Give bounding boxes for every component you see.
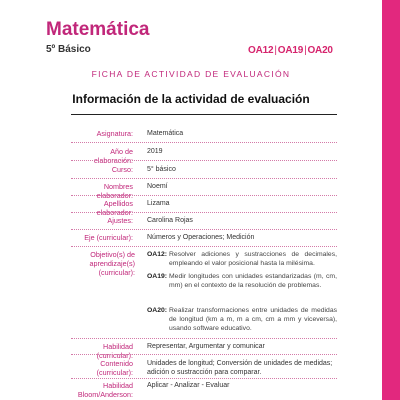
row-label: Apellidos elaborador: [96,199,133,217]
row-label: Eje (curricular): [84,233,133,242]
ficha-heading: FICHA DE ACTIVIDAD DE EVALUACIÓN [91,69,291,79]
oa-codes [248,45,333,56]
row-separator [71,195,337,196]
row-value: 5° básico [147,166,176,173]
row-value: Matemática [147,130,184,137]
row-value: Carolina Rojas [147,217,193,224]
row-separator [71,246,337,247]
row-value: Noemí [147,183,168,190]
row-separator [71,160,337,161]
row-label: Nombres elaborador: [96,182,133,200]
side-accent-bar [382,0,400,400]
title-rule [71,114,337,115]
objective-text: Medir longitudes con unidades estandarizadas (m, cm, mm) en el contexto de la resolución de problemas. [169,273,337,289]
row-label: Año de elaboración: [93,147,133,165]
objective-text: Realizar transformaciones entre unidades de medidas de longitud (km a m, m a cm, cm a mm y viceversa), usando software educativo. [169,307,337,332]
row-label: Asignatura: [96,129,133,138]
row-separator [71,178,337,179]
oa-separator: | [274,45,277,56]
row-separator [71,229,337,230]
objective-text: Resolver adiciones y sustracciones de decimales, empleando el valor posicional hasta la milésima. [169,251,337,267]
grade-label: 5º Básico [46,44,91,55]
row-value: 2019 [147,148,163,155]
row-label: Curso: [111,165,133,174]
row-separator [71,338,337,339]
row-separator [71,354,337,355]
row-value: Números y Operaciones; Medición [147,234,255,241]
objective-item [147,250,337,268]
oa-separator: | [304,45,307,56]
objective-item [147,306,337,333]
oa-code: OA19 [277,45,304,56]
row-label: Habilidad Bloom/Anderson: [77,381,133,399]
row-separator [71,142,337,143]
objective-item [147,272,337,290]
row-value: Representar, Argumentar y comunicar [147,343,265,350]
oa-code: OA20 [307,45,333,56]
objective-code: OA19: [147,273,168,280]
row-value: Lizama [147,200,170,207]
info-title: Información de la actividad de evaluación [72,92,310,106]
row-label: Habilidad (curricular): [96,342,133,360]
objective-code: OA20: [147,307,168,314]
objective-code: OA12: [147,251,168,258]
row-label: Objetivo(s) de aprendizaje(s) (curricular): [89,250,135,277]
row-value: Aplicar - Analizar - Evaluar [147,382,230,389]
row-separator [71,212,337,213]
row-label: Ajustes: [107,216,133,225]
row-separator [71,378,337,379]
row-label: Contenido (curricular): [96,359,133,377]
row-value: Unidades de longitud; Conversión de unidades de medidas; adición o sustracción para comparar. [147,360,333,376]
subject-title: Matemática [46,19,150,40]
oa-code: OA12 [248,45,274,56]
